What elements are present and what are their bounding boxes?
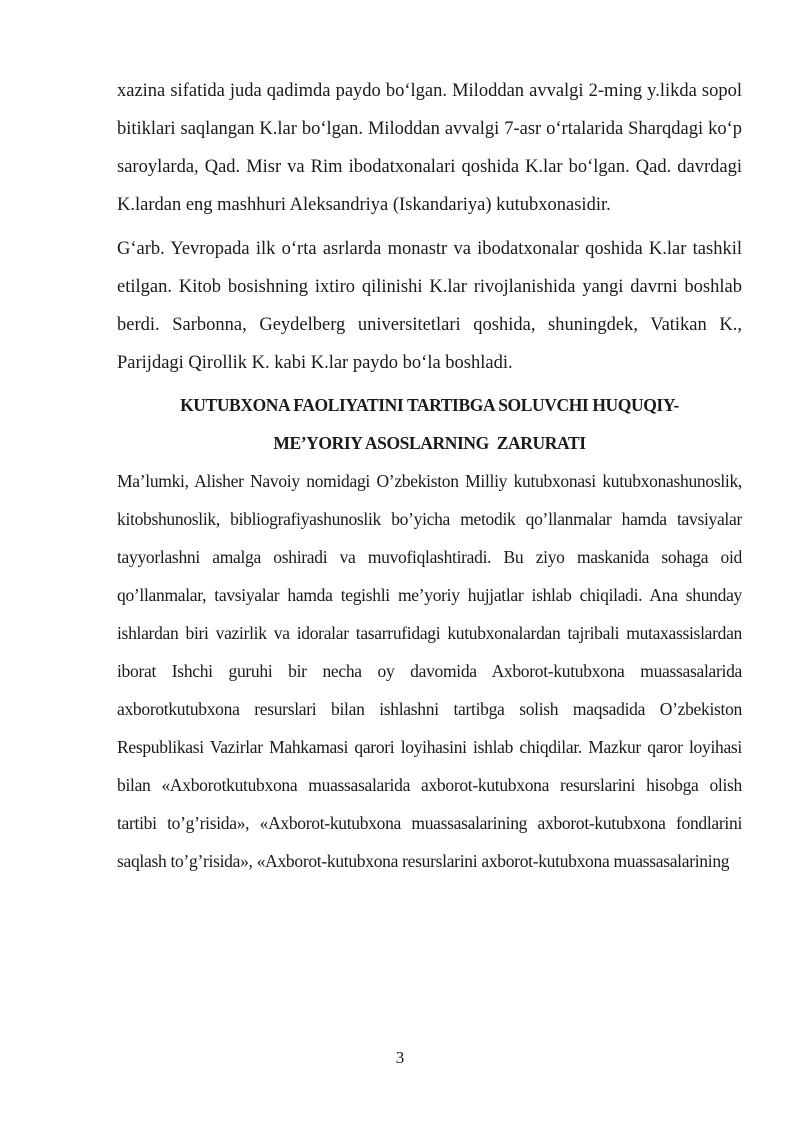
paragraph-libraries-ancient: xazina sifatida juda qadimda paydo bo‘lgan. Miloddan avvalgi 2-ming y.likda sopol bitiklari saqlangan K.lar bo‘lgan. Miloddan avvalgi 7-asr o‘rtalarida Sharqdagi ko‘p saroylarda, Qad. Misr va Rim ibodatxonalari qoshida K.lar bo‘lgan. Qad. davrdagi K.lardan eng mashhuri Aleksandriya (Iskandariya) kutubxonasidir.	[117, 81, 742, 215]
section-heading-line-2: ME’YORIY ASOSLARNING ZARURATI	[273, 433, 586, 453]
paragraph-national-library: Ma’lumki, Alisher Navoiy nomidagi O’zbekiston Milliy kutubxonasi kutubxonashunoslik, kitobshunoslik, bibliografiyashunoslik bo’yicha metodik qo’llanmalar hamda tavsiyalar tayyorlashni amalga oshiradi va muvofiqlashtiradi. Bu ziyo maskanida sohaga oid qo’llanmalar, tavsiyalar hamda tegishli me’yoriy hujjatlar ishlab chiqiladi. Ana shunday ishlardan biri vazirlik va idoralar tasarrufidagi kutubxonalardan tajribali mutaxassislardan iborat Ishchi guruhi bir necha oy davomida Axborot-kutubxona muassasalarida axborotkutubxona resurslari bilan ishlashni tartibga solish maqsadida O’zbekiston Respublikasi Vazirlar Mahkamasi qarori loyihasini ishlab chiqdilar. Mazkur qaror loyihasi bilan «Axborotkutubxona muassasalarida axborot-kutubxona resurslarini hisobga olish tartibi to’g’risida», «Axborot-kutubxona muassasalarining axborot-kutubxona fondlarini saqlash to’g’risida», «Axborot-kutubxona resurslarini axborot-kutubxona muassasalarining	[117, 471, 742, 871]
paragraph-libraries-europe: G‘arb. Yevropada ilk o‘rta asrlarda monastr va ibodatxonalar qoshida K.lar tashkil etilgan. Kitob bosishning ixtiro qilinishi K.lar rivojlanishida yangi davrni boshlab berdi. Sarbonna, Geydelberg universitetlari qoshida, shuningdek, Vatikan K., Parijdagi Qirollik K. kabi K.lar paydo bo‘la boshladi.	[117, 239, 742, 373]
page-number: 3	[395, 1048, 405, 1067]
page-content	[117, 72, 742, 880]
section-heading	[117, 386, 742, 462]
section-heading-line-1: KUTUBXONA FAOLIYATINI TARTIBGA SOLUVCHI HUQUQIY-	[180, 395, 679, 415]
